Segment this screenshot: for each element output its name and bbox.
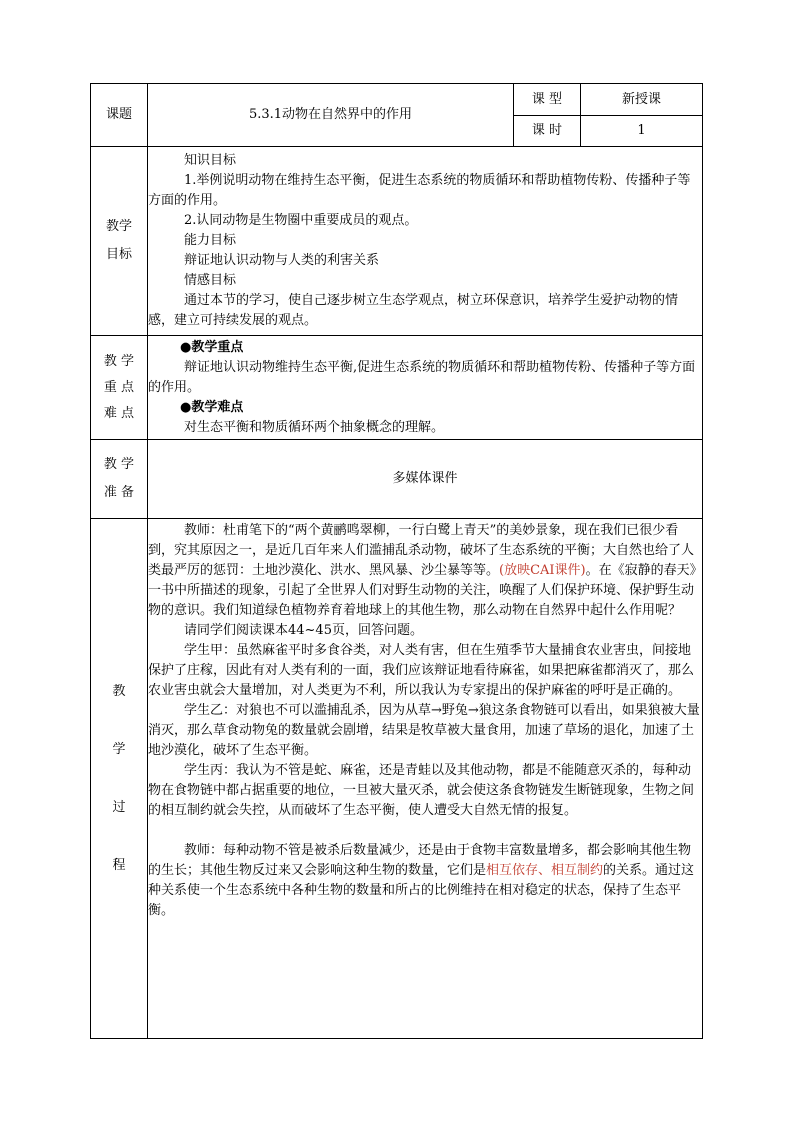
knowledge-heading: 知识目标: [184, 153, 237, 168]
type-label: 课 型: [514, 84, 581, 116]
lesson-plan-page: [90, 83, 702, 1039]
objectives-content: [148, 147, 703, 336]
difficult-heading: ●教学难点: [180, 399, 244, 415]
lesson-plan-table: [90, 83, 703, 1039]
process-content: [148, 519, 703, 1039]
preparation-label: [91, 440, 148, 519]
preparation-label-line-2: 准 备: [103, 485, 135, 500]
cai-courseware-note: (放映CAI课件): [499, 563, 586, 578]
knowledge-item-2: 2.认同动物是生物圈中重要成员的观点。: [184, 213, 418, 228]
emotion-item-1: 通过本节的学习，使自己逐步树立生态学观点，树立环保意识，培养学生爱护动物的情感，建立可持续发展的观点。: [148, 293, 679, 328]
topic-label: 课题: [91, 84, 148, 147]
process-paragraph-4: 学生乙：对狼也不可以滥捕乱杀，因为从草→野兔→狼这条食物链可以看出，如果狼被大量消灭，那么草食动物兔的数量就会剧增，结果是牧草被大量食用，加速了草场的退化，加速了土地沙漠化，破坏了生态平衡。: [148, 703, 700, 758]
objectives-label-line-2: 目标: [105, 247, 132, 262]
key-points-content: [148, 336, 703, 440]
preparation-row: [91, 440, 703, 519]
key-points-label-line-3: 难 点: [103, 405, 135, 421]
key-heading: ●教学重点: [180, 339, 244, 355]
process-blank-line: [148, 821, 702, 841]
process-paragraph-2: 请同学们阅读课本44~45页，回答问题。: [184, 623, 423, 638]
process-p6-part-a: 教师：每种动物不管是被杀后数量减少，还是由于食物丰富数量增多，都会影响其他生物的生长；其他生物反过来又会影响这种生物的数量，它们是: [148, 843, 692, 878]
process-label-line-1: 教: [112, 683, 126, 699]
preparation-content: 多媒体课件: [148, 440, 703, 519]
process-row: [91, 519, 703, 1039]
process-paragraph-3: 学生甲：虽然麻雀平时多食谷类，对人类有害，但在生殖季节大量捕食农业害虫，间接地保护了庄稼，因此有对人类有利的一面，我们应该辩证地看待麻雀，如果把麻雀都消灭了，那么农业害虫就会大量增加，对人类更为不利，所以我认为专家提出的保护麻雀的呼吁是正确的。: [148, 643, 695, 698]
preparation-label-line-1: 教 学: [103, 457, 135, 472]
process-p6-part-b: 的关系。通过这种关系使一个生态系统中各种生物的数量和所占的比例维持在相对稳定的状态，保持了生态平衡。: [148, 863, 695, 918]
type-value: 新授课: [581, 84, 703, 116]
objectives-row: [91, 147, 703, 336]
objectives-label: [91, 147, 148, 336]
process-p1-part-a: 教师：杜甫笔下的“两个黄鹂鸣翠柳，一行白鹭上青天”的美妙景象，现在我们已很少看到，究其原因之一，是近几百年来人们滥捕乱杀动物，破坏了生态系统的平衡；大自然也给了人类最严厉的惩罚：土地沙漠化、洪水、黑风暴、沙尘暴等等。: [148, 523, 695, 578]
key-text: 辩证地认识动物维持生态平衡,促进生态系统的物质循环和帮助植物传粉、传播种子等方面的作用。: [148, 359, 696, 395]
process-label-line-4: 程: [112, 857, 126, 873]
topic-title: 5.3.1动物在自然界中的作用: [148, 84, 514, 147]
emotion-heading: 情感目标: [184, 273, 237, 288]
process-p1-part-b: 。在《寂静的春天》一书中所描述的现象，引起了全世界人们对野生动物的关注，唤醒了人们保护环境、保护野生动物的意识。我们知道绿色植物养育着地球上的其他生物，那么动物在自然界中起什么作用呢？: [148, 563, 697, 618]
ability-item-1: 辩证地认识动物与人类的利害关系: [184, 253, 380, 268]
hours-label: 课 时: [514, 116, 581, 147]
process-label-line-2: 学: [112, 741, 126, 757]
difficult-text: 对生态平衡和物质循环两个抽象概念的理解。: [184, 419, 445, 435]
process-paragraph-5: 学生丙：我认为不管是蛇、麻雀，还是青蛙以及其他动物，都是不能随意灭杀的，每种动物在食物链中都占据重要的地位，一旦被大量灭杀，就会使这条食物链发生断链现象，生物之间的相互制约就会失控，从而破坏了生态平衡，使人遭受大自然无情的报复。: [148, 763, 695, 818]
objectives-label-line-1: 教学: [105, 219, 132, 234]
ability-heading: 能力目标: [184, 233, 237, 248]
hours-value: 1: [581, 116, 703, 147]
key-points-row: [91, 336, 703, 440]
process-paragraph-6: [148, 841, 702, 921]
process-paragraph-1: [148, 521, 702, 621]
process-label: [91, 519, 148, 1039]
knowledge-item-1: 1.举例说明动物在维持生态平衡，促进生态系统的物质循环和帮助植物传粉、传播种子等方面的作用。: [148, 173, 691, 208]
key-points-label: [91, 336, 148, 440]
key-points-label-line-2: 重 点: [103, 379, 135, 395]
key-points-label-line-1: 教 学: [103, 353, 135, 369]
header-row-1: [91, 84, 703, 116]
highlight-interdependence: 相互依存、相互制约: [486, 863, 604, 878]
process-label-line-3: 过: [112, 799, 126, 815]
